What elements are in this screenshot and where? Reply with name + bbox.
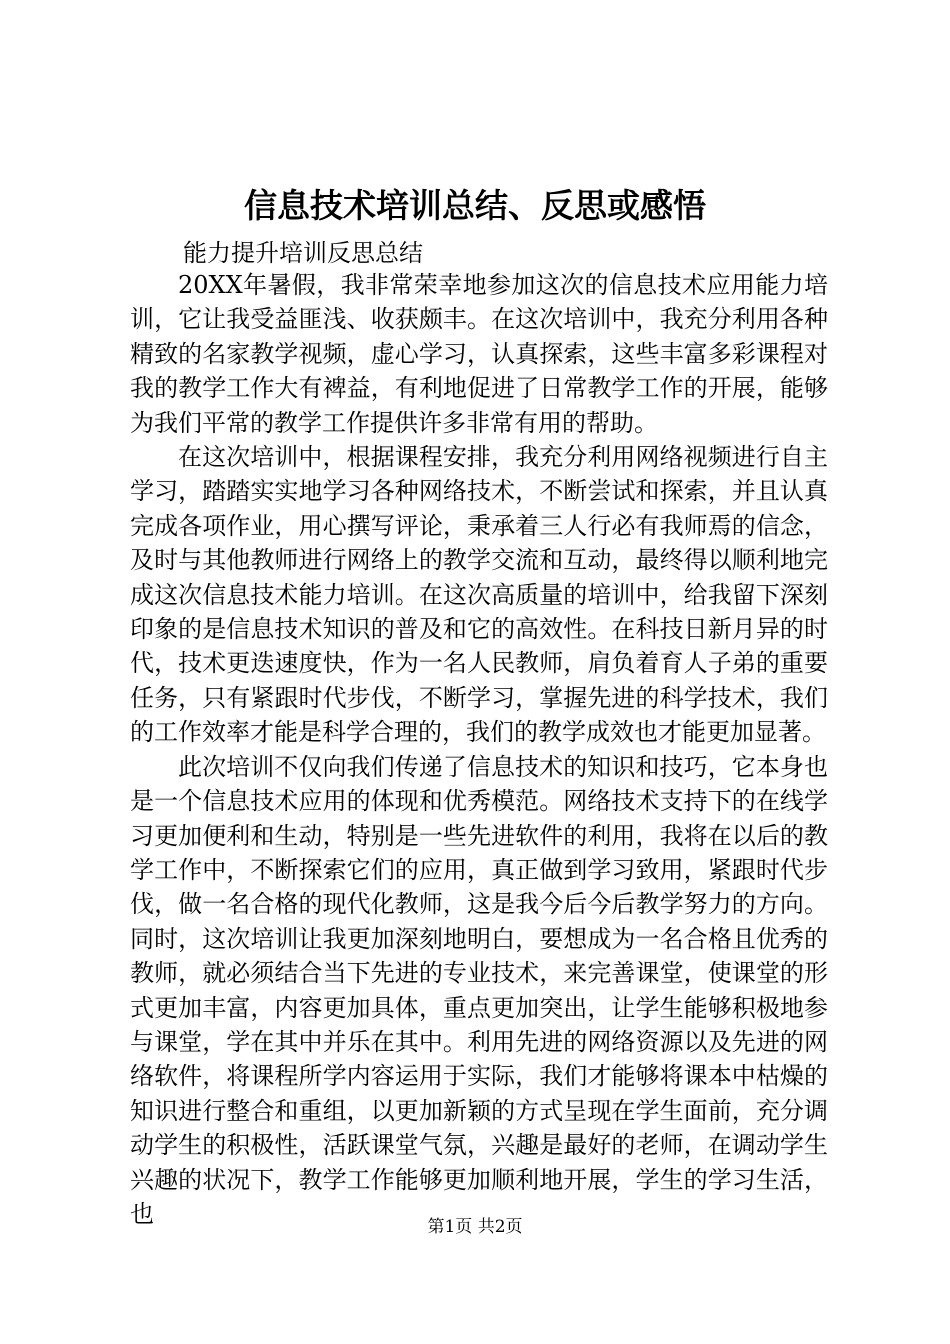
page-title: 信息技术培训总结、反思或感悟 <box>244 186 706 225</box>
document-subtitle: 能力提升培训反思总结 <box>183 239 423 267</box>
page-number-footer: 第1页 共2页 <box>427 1217 523 1237</box>
paragraph: 在这次培训中，根据课程安排，我充分利用网络视频进行自主学习，踏踏实实地学习各种网络技术，不断尝试和探索，并且认真完成各项作业，用心撰写评论，秉承着三人行必有我师焉的信念，及时与其他教师进行网络上的教学交流和互动，最终得以顺利地完成这次信息技术能力培训。在这次高质量的培训中，给我留下深刻印象的是信息技术知识的普及和它的高效性。在科技日新月异的时代，技术更迭速度快，作为一名人民教师，肩负着育人子弟的重要任务，只有紧跟时代步伐，不断学习，掌握先进的科学技术，我们的工作效率才能是科学合理的，我们的教学成效也才能更加显著。 <box>130 443 828 747</box>
paragraph: 20XX年暑假，我非常荣幸地参加这次的信息技术应用能力培训，它让我受益匪浅、收获颇丰。在这次培训中，我充分利用各种精致的名家教学视频，虚心学习，认真探索，这些丰富多彩课程对我的教学工作大有裨益，有利地促进了日常教学工作的开展，能够为我们平常的教学工作提供许多非常有用的帮助。 <box>130 271 828 437</box>
document-body <box>130 268 828 1231</box>
paragraph: 此次培训不仅向我们传递了信息技术的知识和技巧，它本身也是一个信息技术应用的体现和优秀模范。网络技术支持下的在线学习更加便利和生动，特别是一些先进软件的利用，我将在以后的教学工作中，不断探索它们的应用，真正做到学习致用，紧跟时代步伐，做一名合格的现代化教师，这是我今后今后教学努力的方向。同时，这次培训让我更加深刻地明白，要想成为一名合格且优秀的教师，就必须结合当下先进的专业技术，来完善课堂，使课堂的形式更加丰富，内容更加具体，重点更加突出，让学生能够积极地参与课堂，学在其中并乐在其中。利用先进的网络资源以及先进的网络软件，将课程所学内容运用于实际，我们才能够将课本中枯燥的知识进行整合和重组，以更加新颖的方式呈现在学生面前，充分调动学生的积极性，活跃课堂气氛，兴趣是最好的老师，在调动学生兴趣的状况下，教学工作能够更加顺利地开展，学生的学习生活，也 <box>130 752 828 1228</box>
